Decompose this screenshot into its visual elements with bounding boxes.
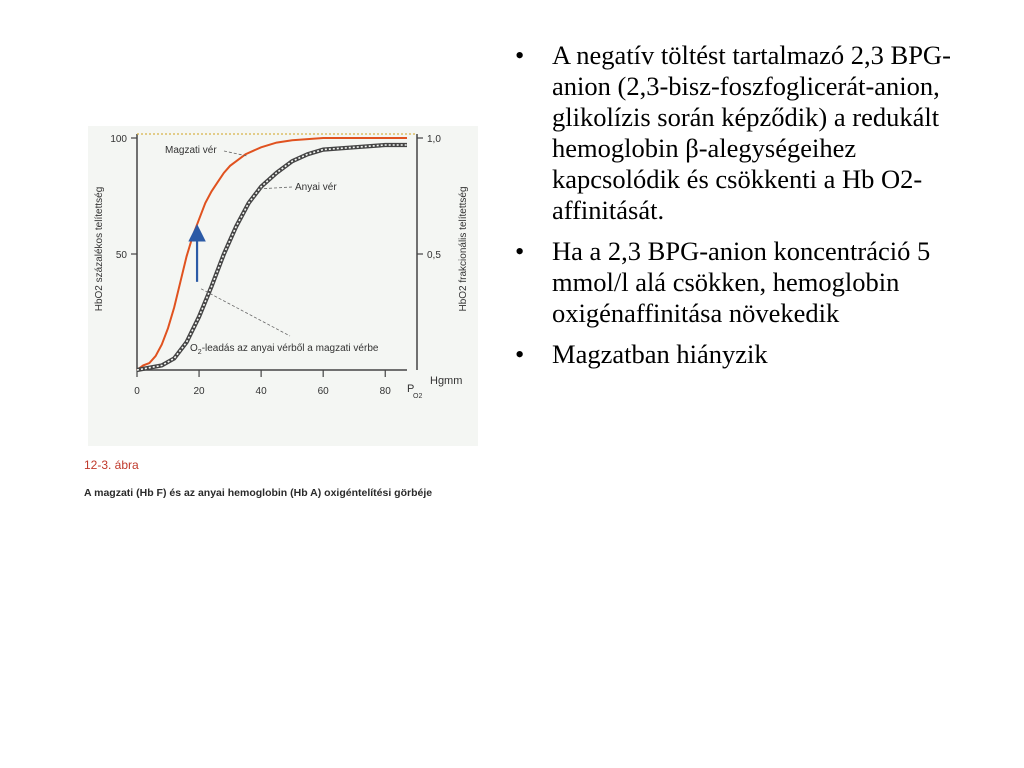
y-axis-label-right: HbO2 frakcionális telítettség: [458, 186, 469, 312]
figure: [82, 118, 482, 538]
bullet-item: [512, 236, 982, 329]
bullet-marker: •: [515, 339, 525, 369]
x-axis-label: Hgmm: [430, 375, 463, 387]
bullet-marker: •: [515, 40, 525, 70]
y-tick-label-right: 1,0: [427, 134, 441, 145]
x-tick-label: 80: [379, 386, 391, 397]
bullet-text: Ha a 2,3 BPG-anion koncentráció 5 mmol/l alá csökken, hemoglobin oxigénaffinitása növekedik: [552, 236, 931, 328]
x-tick-label: 60: [317, 386, 329, 397]
x-axis-symbol-sub: O2: [413, 393, 423, 400]
figure-number: 12-3. ábra: [84, 458, 139, 472]
x-axis-symbol: P: [407, 383, 415, 395]
bullet-item: [512, 40, 982, 226]
bullet-marker: •: [515, 236, 525, 266]
y-tick-label-left: 100: [110, 134, 127, 145]
series-label-anyai: Anyai vér: [295, 182, 337, 193]
bullet-item: [512, 339, 982, 370]
bullet-text: Magzatban hiányzik: [552, 339, 768, 369]
y-tick-label-left: 50: [115, 250, 127, 261]
bullet-list: [512, 40, 982, 380]
x-tick-label: 40: [255, 386, 267, 397]
x-tick-label: 20: [193, 386, 205, 397]
annotation-o: O: [190, 343, 198, 354]
y-axis-label-left: HbO2 százalékos telítettség: [94, 186, 105, 312]
annotation-sub: 2: [197, 349, 202, 356]
x-tick-label: 0: [134, 386, 140, 397]
y-tick-label-right: 0,5: [427, 250, 441, 261]
bullet-text: A negatív töltést tartalmazó 2,3 BPG-anion (2,3-bisz-foszfoglicerát-anion, glikolízis során képződik) a redukált hemoglobin β-alegységeihez kapcsolódik és csökkenti a Hb O2-affinitását.: [552, 40, 951, 225]
annotation-rest: -leadás az anyai vérből a magzati vérbe: [201, 343, 379, 354]
figure-caption: A magzati (Hb F) és az anyai hemoglobin (Hb A) oxigéntelítési görbéje: [84, 487, 433, 499]
series-label-magzati: Magzati vér: [165, 145, 217, 156]
oxygen-saturation-chart: [82, 118, 482, 448]
